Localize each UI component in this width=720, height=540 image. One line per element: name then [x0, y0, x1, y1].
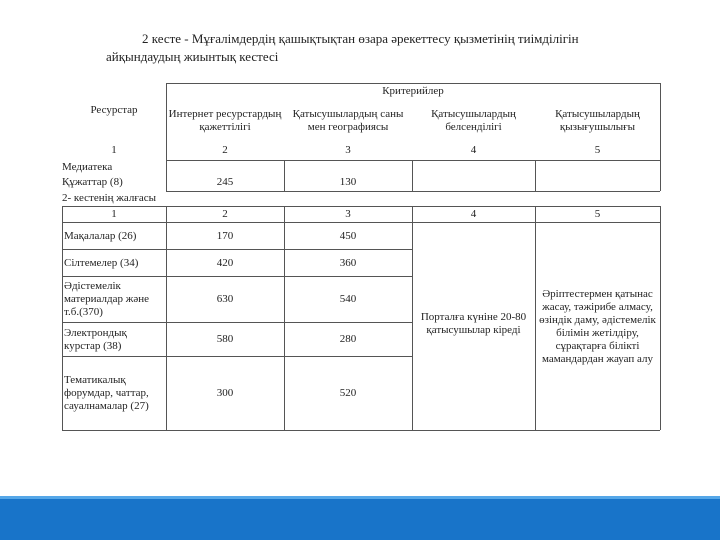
row-value-col-3: 540	[339, 293, 357, 305]
row-value-col-3: 360	[339, 256, 357, 269]
merged-col-4: Порталға күніне 20-80 қатысушылар кіреді	[420, 311, 527, 336]
merged-col-5: Әріптестермен қатынас жасау, тәжірибе алмасу, өзіндік даму, әдістемелік білімін жетілдіру, сұрақтарға білікті мамандардан жауап алу	[539, 288, 656, 365]
header-col-2: Интернет ресурстардың қажеттілігі	[168, 107, 282, 133]
caption-line-1: 2 кесте - Мұғалімдердің қашықтықтан өзара әрекеттесу қызметінің тиімділігін	[142, 31, 579, 46]
documents-col-2: 245	[216, 175, 234, 188]
column-number: 2	[222, 208, 228, 220]
footer-bar	[0, 499, 720, 540]
rule	[535, 206, 536, 430]
rule	[166, 160, 660, 161]
mediateka-label: Медиатека	[62, 160, 113, 173]
header-col-5: Қатысушылардың қызығушылығы	[555, 107, 640, 133]
row-label: Тематикалық форумдар, чаттар, сауалнамалар (27)	[64, 374, 149, 412]
row-value-col-2: 170	[216, 229, 234, 242]
header-resources: Ресурстар	[90, 103, 138, 116]
row-value-col-2: 630	[216, 293, 234, 305]
column-number: 5	[594, 208, 601, 220]
row-label: Әдістемелік материалдар және т.б.(370)	[64, 280, 150, 318]
column-number: 1	[111, 144, 117, 156]
column-number: 5	[594, 144, 601, 156]
rule	[62, 430, 660, 431]
row-value-col-3: 450	[339, 229, 357, 242]
header-criteria: Критерийлер	[382, 85, 444, 97]
rule	[412, 160, 413, 191]
rule	[660, 160, 661, 191]
column-number: 3	[345, 208, 351, 220]
documents-col-3: 130	[339, 175, 357, 188]
row-value-col-3: 520	[339, 387, 357, 399]
row-value-col-2: 300	[216, 387, 234, 399]
header-col-4: Қатысушылардың белсенділігі	[431, 107, 516, 133]
column-number: 3	[345, 144, 351, 156]
caption-line-2: айқындаудың жиынтық кестесі	[106, 49, 279, 64]
row-label: Сілтемелер (34)	[64, 256, 139, 269]
row-label: Мақалалар (26)	[64, 229, 137, 242]
row-value-col-2: 420	[216, 256, 234, 269]
rule	[660, 83, 661, 160]
column-number: 4	[470, 144, 477, 156]
row-label: Электрондық курстар (38)	[64, 326, 127, 352]
continuation-note: 2- кестенің жалғасы	[62, 191, 157, 204]
row-value-col-3: 280	[339, 333, 357, 345]
row-value-col-2: 580	[216, 333, 234, 345]
rule	[166, 191, 660, 192]
documents-label: Құжаттар (8)	[62, 175, 123, 188]
column-number: 1	[111, 208, 117, 220]
rule	[62, 206, 63, 430]
rule	[535, 160, 536, 191]
column-number: 2	[222, 144, 228, 156]
header-col-3: Қатысушылардың саны мен географиясы	[292, 107, 404, 133]
column-number: 4	[470, 208, 477, 220]
rule	[660, 206, 661, 430]
rule	[412, 206, 413, 430]
